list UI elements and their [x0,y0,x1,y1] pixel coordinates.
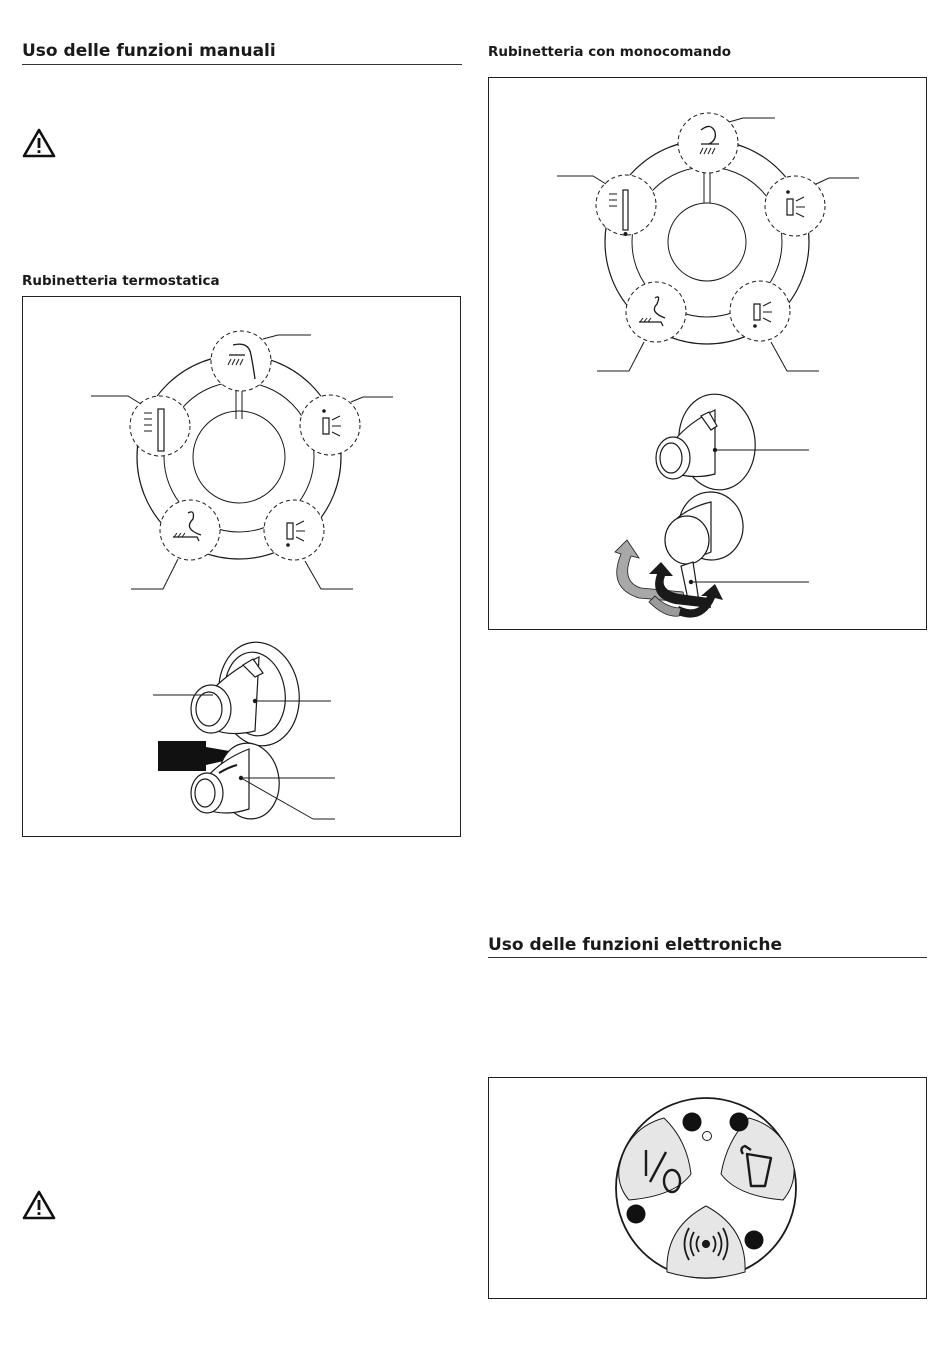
led-button-left [627,1205,646,1224]
title-underline [488,957,927,958]
electronic-panel-frame [488,1077,927,1299]
subsection-title-thermostatic: Rubinetteria termostatica [22,273,220,289]
subsection-title-single-lever: Rubinetteria con monocomando [488,44,732,60]
overhead-shower-icon-ring [211,331,271,391]
thermostatic-figure-frame [22,296,461,837]
section-title-manual: Uso delle funzioni manuali [22,41,276,61]
electronic-control-panel [489,1078,926,1298]
led-button-right [745,1231,764,1250]
section-title-electronic: Uso delle funzioni elettroniche [488,935,783,955]
warning-triangle-icon [22,128,56,158]
single-lever-figure-frame [488,77,927,630]
led-button-top-right [730,1113,749,1132]
status-led [703,1132,712,1141]
thermostatic-diagram [23,297,460,836]
led-button-top-left [683,1113,702,1132]
title-underline [22,64,462,65]
warning-triangle-icon [22,1190,56,1220]
single-lever-diagram [489,78,926,629]
